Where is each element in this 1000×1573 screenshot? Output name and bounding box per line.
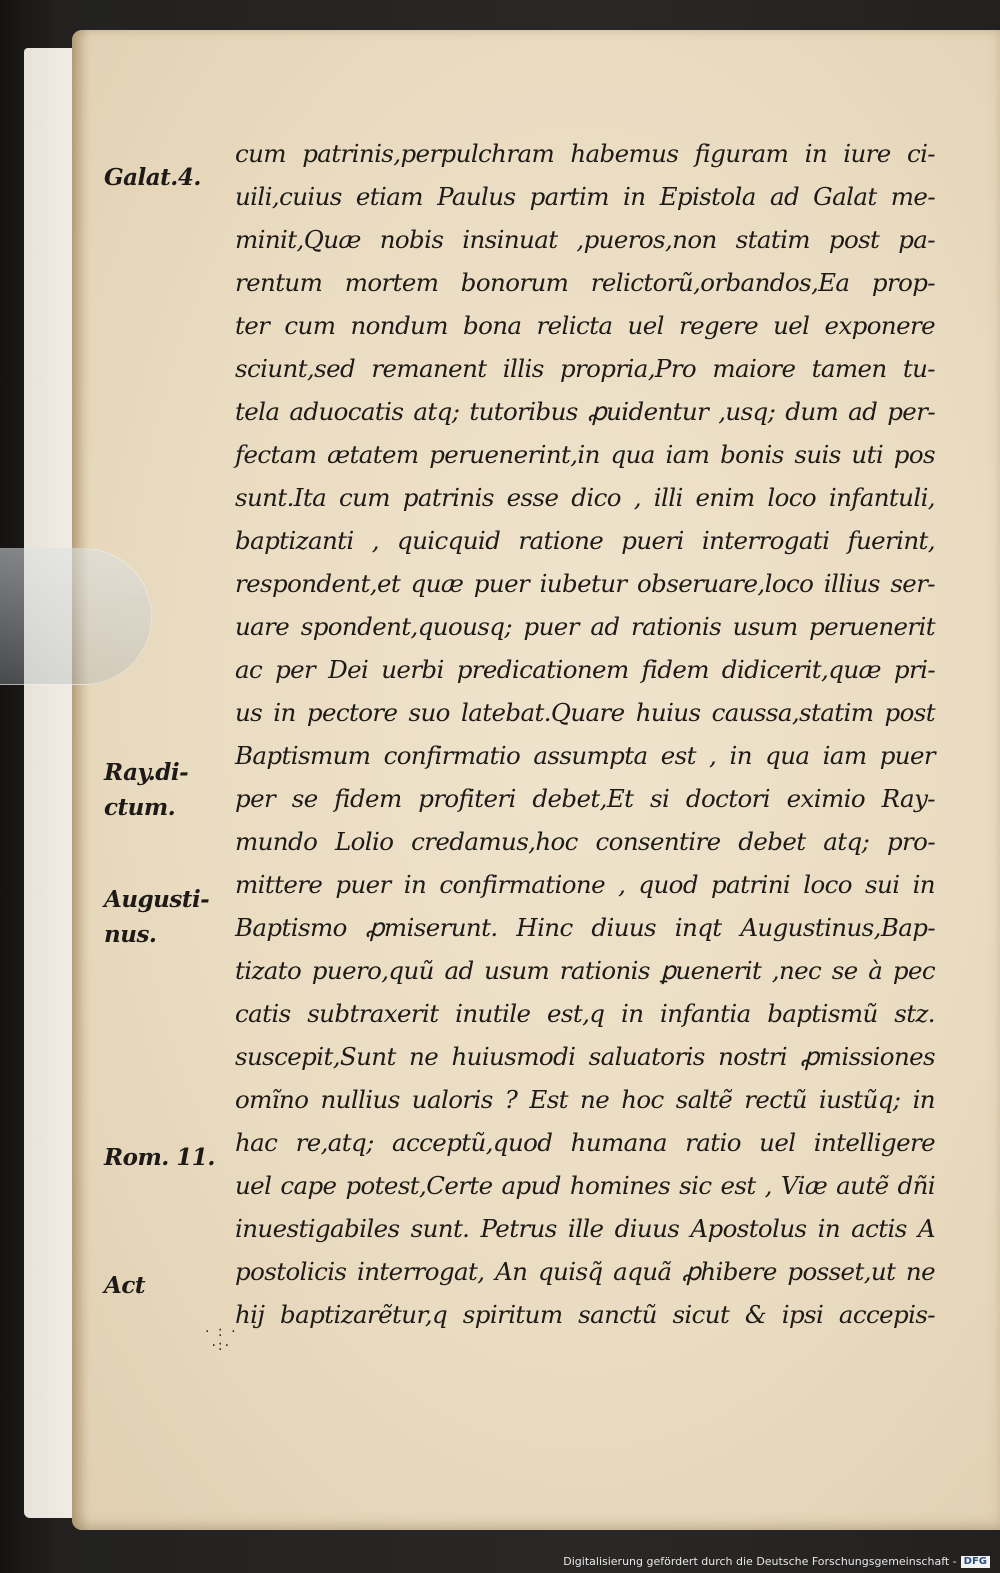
text-line: us in pectore suo latebat.Quare huius caussa,statim post — [235, 698, 935, 727]
text-line: respondent,et quæ puer iubetur obseruare,loco illius ser- — [235, 569, 935, 598]
margin-note-augustinus: Augusti- nus. — [104, 886, 210, 948]
body-text — [235, 132, 935, 1336]
margin-note-raymundus: Ray.di- ctum. — [104, 759, 189, 821]
page-clip — [0, 548, 152, 685]
margin-note-galat: Galat.4. — [104, 164, 201, 191]
text-line: Baptismum confirmatio assumpta est , in qua iam puer — [235, 741, 935, 770]
credit-text: Digitalisierung gefördert durch die Deutsche Forschungsgemeinschaft - — [563, 1555, 957, 1568]
text-line: cum patrinis,perpulchram habemus figuram in iure ci- — [235, 139, 935, 168]
text-line: per se fidem profiteri debet,Et si doctori eximio Ray- — [235, 784, 935, 813]
margin-note-act: Act — [104, 1272, 145, 1299]
text-line: catis subtraxerit inutile est,q in infantia baptismũ stz. — [235, 999, 935, 1028]
text-line: omĩno nullius ualoris ? Est ne hoc saltẽ rectũ iustũq; in — [235, 1085, 935, 1114]
text-line: postolicis interrogat, An quisq̃ aquã ꝓhibere posset,ut ne — [235, 1257, 935, 1286]
text-line: rentum mortem bonorum relictorũ,orbandos,Ea prop- — [235, 268, 935, 297]
text-line: mittere puer in confirmatione , quod patrini loco sui in — [235, 870, 935, 899]
text-line: suscepit,Sunt ne huiusmodi saluatoris nostri ꝓmissiones — [235, 1042, 935, 1071]
text-line: minit,Quæ nobis insinuat ,pueros,non statim post pa- — [235, 225, 935, 254]
text-line: uare spondent,quousq; puer ad rationis usum peruenerit — [235, 612, 935, 641]
text-line: inuestigabiles sunt. Petrus ille diuus Apostolus in actis A — [235, 1214, 935, 1243]
text-line: ac per Dei uerbi predicationem fidem didicerit,quæ pri- — [235, 655, 935, 684]
text-line: ter cum nondum bona relicta uel regere uel exponere — [235, 311, 935, 340]
text-line: sunt.Ita cum patrinis esse dico , illi enim loco infantuli, — [235, 483, 935, 512]
text-line: tizato puero,quũ ad usum rationis ꝑuenerit ,nec se à pec — [235, 956, 935, 985]
text-line: mundo Lolio credamus,hoc consentire debet atq; pro- — [235, 827, 935, 856]
text-line: sciunt,sed remanent illis propria,Pro maiore tamen tu- — [235, 354, 935, 383]
text-line: baptizanti , quicquid ratione pueri interrogati fuerint, — [235, 526, 935, 555]
text-line: tela aduocatis atq; tutoribus ꝓuidentur ,usq; dum ad per- — [235, 397, 935, 426]
digitization-credit — [563, 1555, 990, 1569]
text-line: Baptismo ꝓmiserunt. Hinc diuus inqt Augustinus,Bap- — [235, 913, 935, 942]
text-line: uel cape potest,Certe apud homines sic est , Viæ autẽ dñi — [235, 1171, 935, 1200]
dfg-logo: DFG — [961, 1556, 990, 1568]
margin-note-rom: Rom. 11. — [104, 1144, 215, 1171]
text-line: uili,cuius etiam Paulus partim in Epistola ad Galat me- — [235, 182, 935, 211]
text-line: hij baptizarẽtur,q spiritum sanctũ sicut & ipsi accepis- — [235, 1300, 935, 1329]
text-line: hac re,atq; acceptũ,quod humana ratio uel intelligere — [235, 1128, 935, 1157]
printer-ornament-dots: · : · ·:· — [205, 1324, 238, 1354]
text-line: fectam ætatem peruenerint,in qua iam bonis suis uti pos — [235, 440, 935, 469]
